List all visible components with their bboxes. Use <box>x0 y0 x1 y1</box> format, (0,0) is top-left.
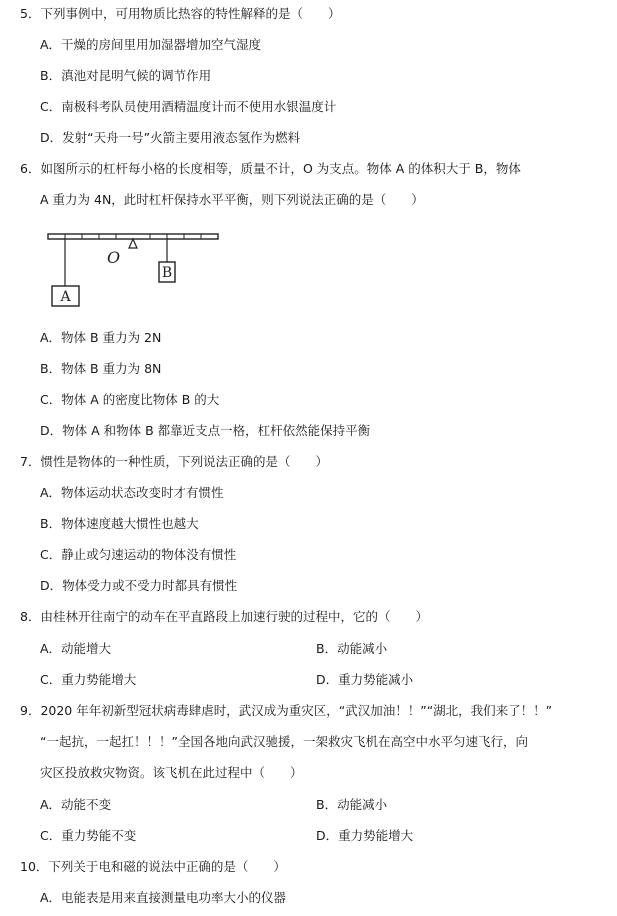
q7-option-a: A．物体运动状态改变时才有惯性 <box>40 485 224 500</box>
q6-option-c: C．物体 A 的密度比物体 B 的大 <box>40 392 220 407</box>
q6-option-d: D．物体 A 和物体 B 都靠近支点一格，杠杆依然能保持平衡 <box>40 423 371 438</box>
q6-option-a: A．物体 B 重力为 2N <box>40 330 162 345</box>
q9-stem-line3: 灾区投放救灾物资。该飞机在此过程中（ ） <box>40 765 303 780</box>
q10-stem: 10．下列关于电和磁的说法中正确的是（ ） <box>20 859 286 874</box>
block-b-label: B <box>161 265 173 281</box>
q6-option-b: B．物体 B 重力为 8N <box>40 361 162 376</box>
block-a-label: A <box>60 289 71 305</box>
q7-stem: 7．惯性是物体的一种性质，下列说法正确的是（ ） <box>20 454 328 469</box>
q9-option-c: C．重力势能不变 <box>40 828 137 843</box>
q8-option-b: B．动能减小 <box>316 641 388 656</box>
q9-option-a: A．动能不变 <box>40 797 112 812</box>
q5-stem: 5．下列事例中，可用物质比热容的特性解释的是（ ） <box>20 6 341 21</box>
q9-stem-line2: “一起抗，一起扛！！！”全国各地向武汉驰援，一架救灾飞机在高空中水平匀速飞行，向 <box>40 734 528 749</box>
q8-option-c: C．重力势能增大 <box>40 672 137 687</box>
pivot-label: O <box>107 248 121 267</box>
q9-option-b: B．动能减小 <box>316 797 388 812</box>
q5-option-d: D．发射“天舟一号”火箭主要用液态氢作为燃料 <box>40 130 301 145</box>
q8-option-d: D．重力势能减小 <box>316 672 414 687</box>
q10-option-a: A．电能表是用来直接测量电功率大小的仪器 <box>40 890 287 905</box>
q8-stem: 8．由桂林开往南宁的动车在平直路段上加速行驶的过程中，它的（ ） <box>20 609 428 624</box>
lever-pivot <box>129 239 137 248</box>
q7-option-c: C．静止或匀速运动的物体没有惯性 <box>40 547 237 562</box>
q5-option-b: B．滇池对昆明气候的调节作用 <box>40 68 212 83</box>
q7-option-b: B．物体速度越大惯性也越大 <box>40 516 199 531</box>
q5-option-c: C．南极科考队员使用酒精温度计而不使用水银温度计 <box>40 99 337 114</box>
q7-option-d: D．物体受力或不受力时都具有惯性 <box>40 578 238 593</box>
q6-stem-line2: A 重力为 4N，此时杠杆保持水平平衡，则下列说法正确的是（ ） <box>40 192 424 207</box>
q5-option-a: A．干燥的房间里用加湿器增加空气湿度 <box>40 37 262 52</box>
q9-stem-line1: 9．2020 年年初新型冠状病毒肆虐时，武汉成为重灾区，“武汉加油！！”“湖北，我们来了！！” <box>20 703 553 718</box>
q6-stem-line1: 6．如图所示的杠杆每小格的长度相等，质量不计，O 为支点。物体 A 的体积大于 B，物体 <box>20 161 521 176</box>
q8-option-a: A．动能增大 <box>40 641 112 656</box>
lever-figure <box>40 226 230 314</box>
q9-option-d: D．重力势能增大 <box>316 828 414 843</box>
